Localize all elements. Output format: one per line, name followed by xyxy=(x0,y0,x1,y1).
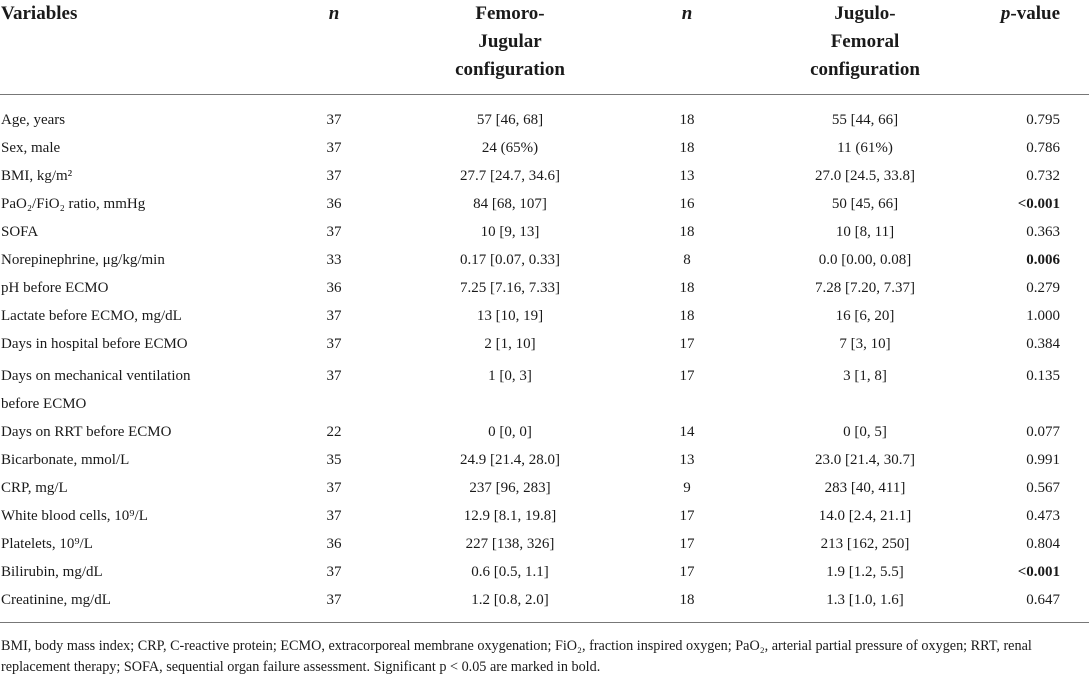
row-n-femoro: 37 xyxy=(326,112,342,128)
row-p-value: 0.135 xyxy=(1026,368,1060,384)
row-p-value: <0.001 xyxy=(1017,196,1060,212)
row-n-jugulo: 9 xyxy=(683,480,691,496)
row-jugulo-femoral: 213 [162, 250] xyxy=(820,536,910,552)
row-femoro-jugular: 13 [10, 19] xyxy=(476,308,544,324)
row-p-value: 0.363 xyxy=(1026,224,1060,240)
row-n-femoro: 22 xyxy=(326,424,342,440)
row-n-femoro: 37 xyxy=(326,480,342,496)
row-variable: White blood cells, 10⁹/L xyxy=(1,508,148,524)
row-n-jugulo: 14 xyxy=(679,424,695,440)
row-p-value: 0.006 xyxy=(1026,252,1060,268)
header-rule xyxy=(0,94,1089,95)
row-jugulo-femoral: 0 [0, 5] xyxy=(843,424,887,440)
row-n-jugulo: 17 xyxy=(679,564,695,580)
row-jugulo-femoral: 1.9 [1.2, 5.5] xyxy=(826,564,904,580)
row-variable: Days on RRT before ECMO xyxy=(1,424,172,440)
row-p-value: 0.077 xyxy=(1026,424,1060,440)
row-p-value: 0.384 xyxy=(1026,336,1060,352)
header-n-jugulo: n xyxy=(681,3,693,24)
row-n-jugulo: 17 xyxy=(679,536,695,552)
row-jugulo-femoral: 27.0 [24.5, 33.8] xyxy=(815,168,915,184)
row-femoro-jugular: 57 [46, 68] xyxy=(476,112,544,128)
row-femoro-jugular: 24 (65%) xyxy=(481,140,539,156)
row-p-value: 0.279 xyxy=(1026,280,1060,296)
row-variable: Days in hospital before ECMO xyxy=(1,336,188,352)
row-variable: PaO₂/FiO₂ ratio, mmHg xyxy=(1,196,146,212)
table-bottom-rule xyxy=(0,622,1089,623)
row-n-jugulo: 18 xyxy=(679,140,695,156)
row-jugulo-femoral: 1.3 [1.0, 1.6] xyxy=(826,592,904,608)
row-p-value: 0.567 xyxy=(1026,480,1060,496)
row-jugulo-femoral: 50 [45, 66] xyxy=(831,196,899,212)
row-femoro-jugular: 0.6 [0.5, 1.1] xyxy=(471,564,549,580)
row-p-value: <0.001 xyxy=(1017,564,1060,580)
row-n-jugulo: 16 xyxy=(679,196,695,212)
header-variables: Variables xyxy=(1,3,78,24)
row-femoro-jugular: 12.9 [8.1, 19.8] xyxy=(463,508,557,524)
row-variable: Creatinine, mg/dL xyxy=(1,592,111,608)
row-n-jugulo: 18 xyxy=(679,280,695,296)
row-p-value: 0.795 xyxy=(1026,112,1060,128)
row-n-femoro: 37 xyxy=(326,336,342,352)
row-variable: BMI, kg/m² xyxy=(1,168,73,184)
row-variable: Platelets, 10⁹/L xyxy=(1,536,93,552)
row-femoro-jugular: 227 [138, 326] xyxy=(465,536,555,552)
row-n-jugulo: 8 xyxy=(683,252,691,268)
row-n-femoro: 36 xyxy=(326,196,342,212)
row-variable: pH before ECMO xyxy=(1,280,109,296)
row-n-femoro: 36 xyxy=(326,536,342,552)
header-femoro-jugular-line2: Jugular xyxy=(478,31,542,52)
row-jugulo-femoral: 7 [3, 10] xyxy=(839,336,891,352)
row-n-jugulo: 17 xyxy=(679,336,695,352)
row-n-femoro: 37 xyxy=(326,508,342,524)
header-jugulo-femoral xyxy=(780,0,950,84)
row-n-femoro: 37 xyxy=(326,140,342,156)
row-variable-line2: before ECMO xyxy=(1,396,87,412)
row-p-value: 0.732 xyxy=(1026,168,1060,184)
row-jugulo-femoral: 3 [1, 8] xyxy=(843,368,887,384)
row-variable: Days on mechanical ventilation xyxy=(1,368,191,384)
row-variable: Sex, male xyxy=(1,140,61,156)
row-n-jugulo: 13 xyxy=(679,168,695,184)
row-n-femoro: 36 xyxy=(326,280,342,296)
row-jugulo-femoral: 55 [44, 66] xyxy=(831,112,899,128)
row-femoro-jugular: 1.2 [0.8, 2.0] xyxy=(471,592,549,608)
row-jugulo-femoral: 10 [8, 11] xyxy=(835,224,895,240)
row-femoro-jugular: 0.17 [0.07, 0.33] xyxy=(460,252,560,268)
row-n-femoro: 37 xyxy=(326,564,342,580)
row-n-femoro: 37 xyxy=(326,368,342,384)
row-variable: CRP, mg/L xyxy=(1,480,68,496)
row-jugulo-femoral: 0.0 [0.00, 0.08] xyxy=(818,252,912,268)
row-jugulo-femoral: 23.0 [21.4, 30.7] xyxy=(815,452,915,468)
row-femoro-jugular: 10 [9, 13] xyxy=(480,224,540,240)
row-femoro-jugular: 1 [0, 3] xyxy=(488,368,532,384)
header-femoro-jugular-line3: configuration xyxy=(455,59,565,80)
header-n-femoro: n xyxy=(328,3,340,24)
row-jugulo-femoral: 14.0 [2.4, 21.1] xyxy=(818,508,912,524)
row-femoro-jugular: 7.25 [7.16, 7.33] xyxy=(460,280,560,296)
header-femoro-jugular-line1: Femoro- xyxy=(475,3,545,24)
row-n-jugulo: 17 xyxy=(679,368,695,384)
row-femoro-jugular: 27.7 [24.7, 34.6] xyxy=(460,168,560,184)
header-jugulo-femoral-line2: Femoral xyxy=(830,31,900,52)
header-jugulo-femoral-line3: configuration xyxy=(810,59,920,80)
row-variable: Age, years xyxy=(1,112,66,128)
row-n-jugulo: 18 xyxy=(679,308,695,324)
row-p-value: 0.473 xyxy=(1026,508,1060,524)
row-n-jugulo: 18 xyxy=(679,112,695,128)
row-variable: SOFA xyxy=(1,224,39,240)
row-p-value: 0.991 xyxy=(1026,452,1060,468)
row-p-value: 0.647 xyxy=(1026,592,1060,608)
row-n-jugulo: 13 xyxy=(679,452,695,468)
row-n-jugulo: 17 xyxy=(679,508,695,524)
row-jugulo-femoral: 16 [6, 20] xyxy=(835,308,895,324)
row-jugulo-femoral: 7.28 [7.20, 7.37] xyxy=(815,280,915,296)
row-jugulo-femoral: 283 [40, 411] xyxy=(824,480,906,496)
row-n-femoro: 37 xyxy=(326,308,342,324)
row-n-femoro: 37 xyxy=(326,168,342,184)
row-n-femoro: 35 xyxy=(326,452,342,468)
row-n-jugulo: 18 xyxy=(679,592,695,608)
row-femoro-jugular: 2 [1, 10] xyxy=(484,336,536,352)
row-n-femoro: 33 xyxy=(326,252,342,268)
row-n-femoro: 37 xyxy=(326,224,342,240)
header-femoro-jugular xyxy=(430,0,590,84)
row-femoro-jugular: 24.9 [21.4, 28.0] xyxy=(460,452,560,468)
table-footnote: BMI, body mass index; CRP, C-reactive protein; ECMO, extracorporeal membrane oxygenation; FiO₂, fraction inspired oxygen; PaO₂, arterial partial pressure of oxygen; RRT, renal replacement therapy; SOFA, sequential organ failure assessment. Significant p < 0.05 are marked in bold. xyxy=(1,638,1032,675)
row-jugulo-femoral: 11 (61%) xyxy=(837,140,893,156)
row-n-femoro: 37 xyxy=(326,592,342,608)
row-p-value: 0.804 xyxy=(1026,536,1060,552)
row-femoro-jugular: 84 [68, 107] xyxy=(473,196,547,212)
row-p-value: 0.786 xyxy=(1026,140,1060,156)
row-variable: Bicarbonate, mmol/L xyxy=(1,452,130,468)
header-jugulo-femoral-line1: Jugulo- xyxy=(834,3,896,24)
row-femoro-jugular: 0 [0, 0] xyxy=(488,424,532,440)
row-n-jugulo: 18 xyxy=(679,224,695,240)
row-p-value: 1.000 xyxy=(1026,308,1060,324)
row-variable: Lactate before ECMO, mg/dL xyxy=(1,308,182,324)
header-p-value: p-value xyxy=(1000,3,1060,24)
row-variable: Norepinephrine, μg/kg/min xyxy=(1,252,165,268)
row-variable: Bilirubin, mg/dL xyxy=(1,564,103,580)
row-femoro-jugular: 237 [96, 283] xyxy=(469,480,551,496)
